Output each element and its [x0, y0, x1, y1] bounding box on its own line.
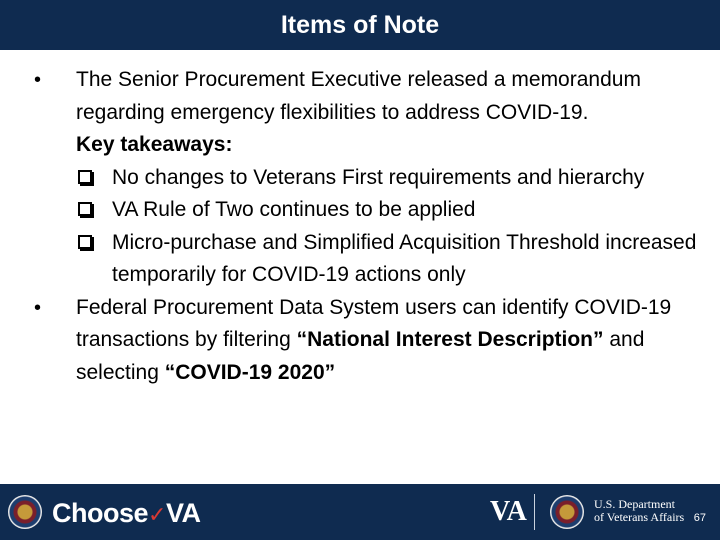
- checkbox-bullet-icon: [78, 202, 92, 216]
- page-number: 67: [693, 512, 706, 524]
- choose-va-logo: [52, 498, 200, 529]
- bullet-dot-icon: •: [34, 69, 42, 91]
- bullet-dot-icon: •: [34, 296, 42, 319]
- takeaway-text: VA Rule of Two continues to be applied: [112, 198, 476, 221]
- logo-va-text: VA: [165, 498, 201, 528]
- title-bar: [0, 0, 720, 50]
- key-takeaways: [30, 129, 700, 292]
- slide-content: [30, 64, 700, 389]
- takeaway-item: [76, 162, 700, 195]
- va-wordmark: VA: [490, 496, 527, 527]
- department-name: [594, 498, 684, 524]
- footer-bar: [0, 484, 720, 540]
- bold-term-covid-2020: “COVID-19 2020”: [164, 360, 336, 384]
- takeaway-item: [76, 194, 700, 227]
- footer-divider: [534, 494, 535, 530]
- bullet-item: [30, 64, 700, 129]
- department-line: U.S. Department: [594, 497, 675, 511]
- bullet-text-start: Federal Procurement Data System users can identify COVID-19 transactions by filtering: [76, 295, 672, 351]
- takeaway-text: Micro-purchase and Simplified Acquisition Threshold increased temporarily for COVID-19 actions only: [112, 230, 697, 286]
- logo-choose-text: Choose: [52, 498, 149, 528]
- takeaway-item: [76, 227, 700, 292]
- takeaways-heading: Key takeaways:: [76, 133, 233, 156]
- takeaway-text: No changes to Veterans First requirements and hierarchy: [112, 165, 645, 189]
- bullet-text: The Senior Procurement Executive released a memorandum regarding emergency flexibilities to address COVID-19.: [76, 68, 641, 124]
- bullet-text-middle: and selecting: [76, 328, 645, 384]
- department-line: of Veterans Affairs: [594, 510, 685, 524]
- bold-term-national-interest: “National Interest Description”: [296, 328, 604, 351]
- va-seal-icon: [550, 495, 584, 529]
- va-seal-icon: [8, 495, 42, 529]
- checkbox-bullet-icon: [78, 235, 92, 249]
- logo-check-icon: ✓: [148, 502, 166, 527]
- bullet-item: [30, 292, 700, 390]
- slide-title: Items of Note: [280, 10, 440, 39]
- checkbox-bullet-icon: [78, 170, 92, 184]
